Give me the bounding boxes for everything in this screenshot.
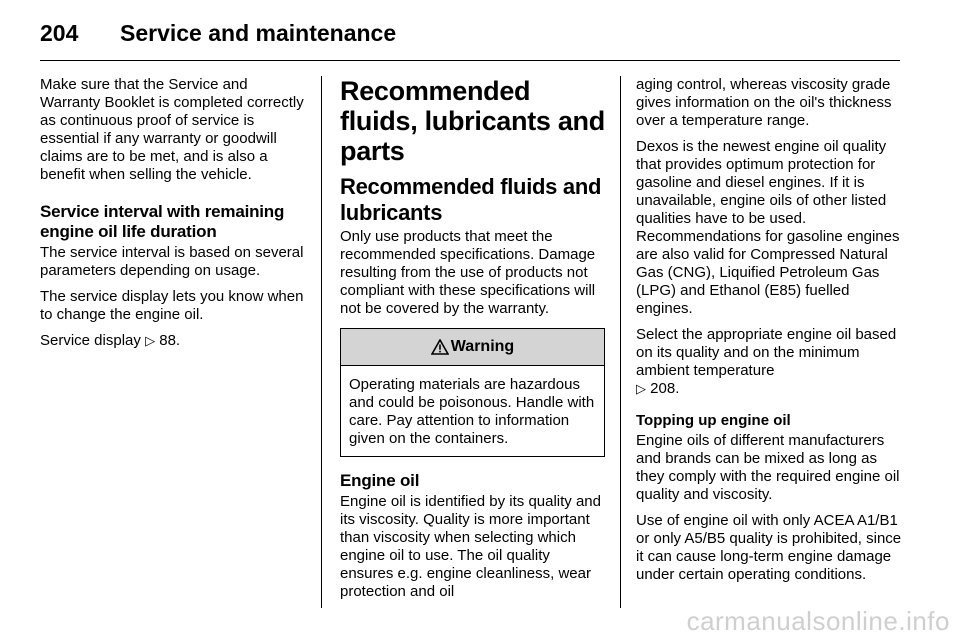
- fluids-lubricants-heading: Recommended fluids and lubricants: [340, 174, 602, 225]
- service-interval-heading: Service interval with remaining engine oil life duration: [40, 202, 285, 241]
- page-header: [40, 18, 900, 60]
- column-2: [340, 76, 605, 609]
- engine-oil-heading: Engine oil: [340, 471, 420, 490]
- viscosity-paragraph: aging control, whereas viscosity grade gives information on the oil's thickness over a temperature range.: [636, 76, 892, 129]
- select-oil-paragraph: [636, 326, 904, 398]
- reference-label: Service display: [40, 332, 141, 349]
- reference-page: 208.: [650, 380, 680, 397]
- select-oil-text: Select the appropriate engine oil based on its quality and on the minimum ambient temperature: [636, 326, 897, 379]
- warning-box: [340, 328, 605, 457]
- service-interval-paragraph: The service interval is based on several parameters depending on usage.: [40, 244, 304, 279]
- dexos-paragraph: Dexos is the newest engine oil quality that provides optimum protection for gasoline and diesel engines. If it is unavailable, engine oils of other listed qualities have to be used. Recommendations for gasoline engines are also valid for Compressed Natural Gas (CNG), Liquified Petroleum Gas (LPG) and Ethanol (E85) fuelled engines.: [636, 138, 900, 317]
- reference-arrow-icon: ▷: [145, 333, 156, 348]
- main-heading: Recommended fluids, lubricants and parts: [340, 76, 605, 166]
- temperature-reference[interactable]: [636, 380, 679, 397]
- warning-triangle-icon: [431, 339, 449, 355]
- reference-page: 88.: [159, 332, 181, 349]
- column-divider: [620, 76, 621, 608]
- warning-header: [341, 329, 604, 366]
- acea-paragraph: Use of engine oil with only ACEA A1/B1 or only A5/B5 quality is prohibited, since it can cause long-term engine damage under certain operating conditions.: [636, 512, 902, 583]
- reference-arrow-icon: ▷: [636, 381, 646, 396]
- page-number: 204: [40, 20, 79, 46]
- column-1: [40, 76, 305, 358]
- service-display-reference[interactable]: [40, 332, 305, 350]
- fluids-paragraph: Only use products that meet the recommended specifications. Damage resulting from the use of products not compliant with these specifications will not be covered by the warranty.: [340, 228, 596, 317]
- topping-up-heading: Topping up engine oil: [636, 412, 791, 429]
- section-title: Service and maintenance: [120, 20, 397, 46]
- intro-paragraph: Make sure that the Service and Warranty Booklet is completed correctly as continuous proof of service is essential if any warranty or goodwill claims are to be met, and is also a benefit when selling the vehicle.: [40, 76, 304, 183]
- topping-up-paragraph: Engine oils of different manufacturers and brands can be mixed as long as they comply with the required engine oil quality and viscosity.: [636, 432, 900, 503]
- warning-text: Operating materials are hazardous and could be poisonous. Handle with care. Pay attention to information given on the containers.: [349, 376, 595, 447]
- service-display-paragraph: The service display lets you know when to change the engine oil.: [40, 288, 304, 323]
- column-3: [636, 76, 904, 592]
- warning-body: [341, 366, 604, 456]
- warning-title: Warning: [450, 338, 515, 355]
- column-divider: [321, 76, 322, 608]
- watermark: carmanualsonline.info: [686, 606, 950, 636]
- header-rule: [40, 60, 900, 61]
- engine-oil-paragraph: Engine oil is identified by its quality and its viscosity. Quality is more important than viscosity when selecting which engine oil to use. The oil quality ensures e.g. engine cleanliness, wear protection and oil: [340, 493, 601, 600]
